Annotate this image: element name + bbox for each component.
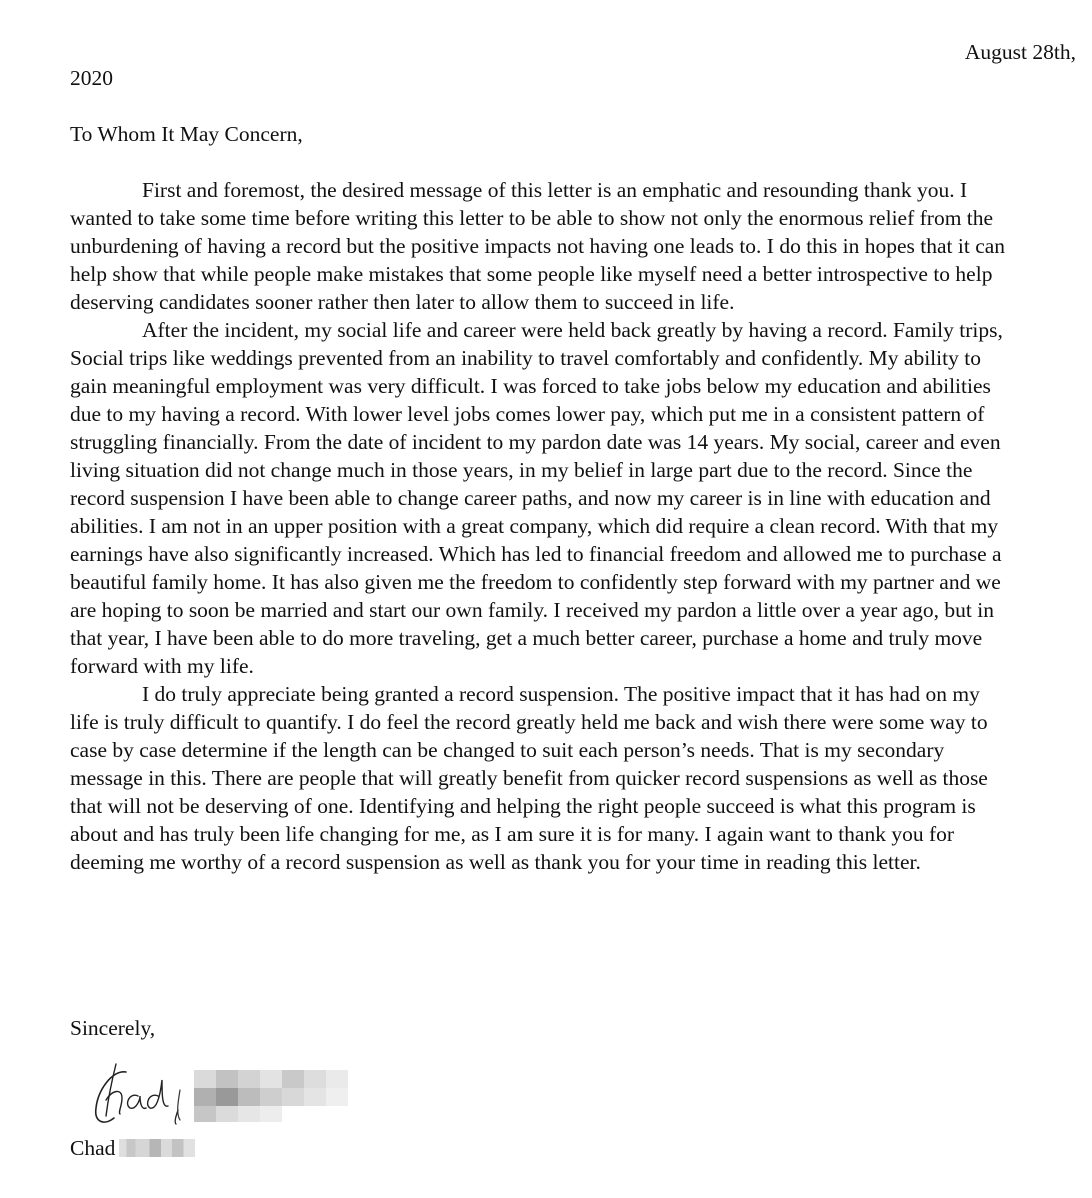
letter-date-line-2: 2020 <box>70 66 113 90</box>
body-paragraph-2: After the incident, my social life and career were held back greatly by having a record. Family trips, Social trips like weddings prevented from an inability to travel comfortably and confidently. My ability to gain meaningful employment was very difficult. I was forced to take jobs below my education and abilities due to my having a record. With lower level jobs comes lower pay, which put me in a consistent pattern of struggling financially. From the date of incident to my pardon date was 14 years. My social, career and even living situation did not change much in those years, in my belief in large part due to the record. Since the record suspension I have been able to change career paths, and now my career is in line with education and abilities. I am not in an upper position with a great company, which did require a clean record. With that my earnings have also significantly increased. Which has led to financial freedom and allowed me to purchase a beautiful family home. It has also given me the freedom to confidently step forward with my partner and we are hoping to soon be married and start our own family. I received my pardon a little over a year ago, but in that year, I have been able to do more traveling, get a much better career, purchase a home and truly move forward with my life. <box>70 318 1003 678</box>
body-paragraph-3: I do truly appreciate being granted a record suspension. The positive impact that it has had on my life is truly difficult to quantify. I do feel the record greatly held me back and wish there were some way to case by case determine if the length can be changed to suit each person’s needs. That is my secondary message in this. There are people that will greatly benefit from quicker record suspensions as well as those that will not be deserving of one. Identifying and helping the right people succeed is what this program is about and has truly been life changing for me, as I am sure it is for many. I again want to thank you for deeming me worthy of a record suspension as well as thank you for your time in reading this letter. <box>70 682 988 874</box>
redacted-printed-surname <box>119 1139 195 1157</box>
handwritten-signature <box>82 1050 442 1140</box>
letter-date-line-1: August 28th, <box>964 40 1076 64</box>
body-paragraph-1: First and foremost, the desired message of this letter is an emphatic and resounding thank you. I wanted to take some time before writing this letter to be able to show not only the enormous relief from the unburdening of having a record but the positive impacts not having one leads to. I do this in hopes that it can help show that while people make mistakes that some people like myself need a better introspective to help deserving candidates sooner rather then later to allow them to succeed in life. <box>70 178 1006 314</box>
letter <box>70 0 1076 1198</box>
letter-body <box>70 176 1008 876</box>
printed-first-name: Chad <box>70 1136 116 1160</box>
salutation: To Whom It May Concern, <box>70 122 303 146</box>
printed-name <box>70 1134 195 1162</box>
closing: Sincerely, <box>70 1016 156 1040</box>
redacted-signature-surname <box>194 1070 348 1122</box>
